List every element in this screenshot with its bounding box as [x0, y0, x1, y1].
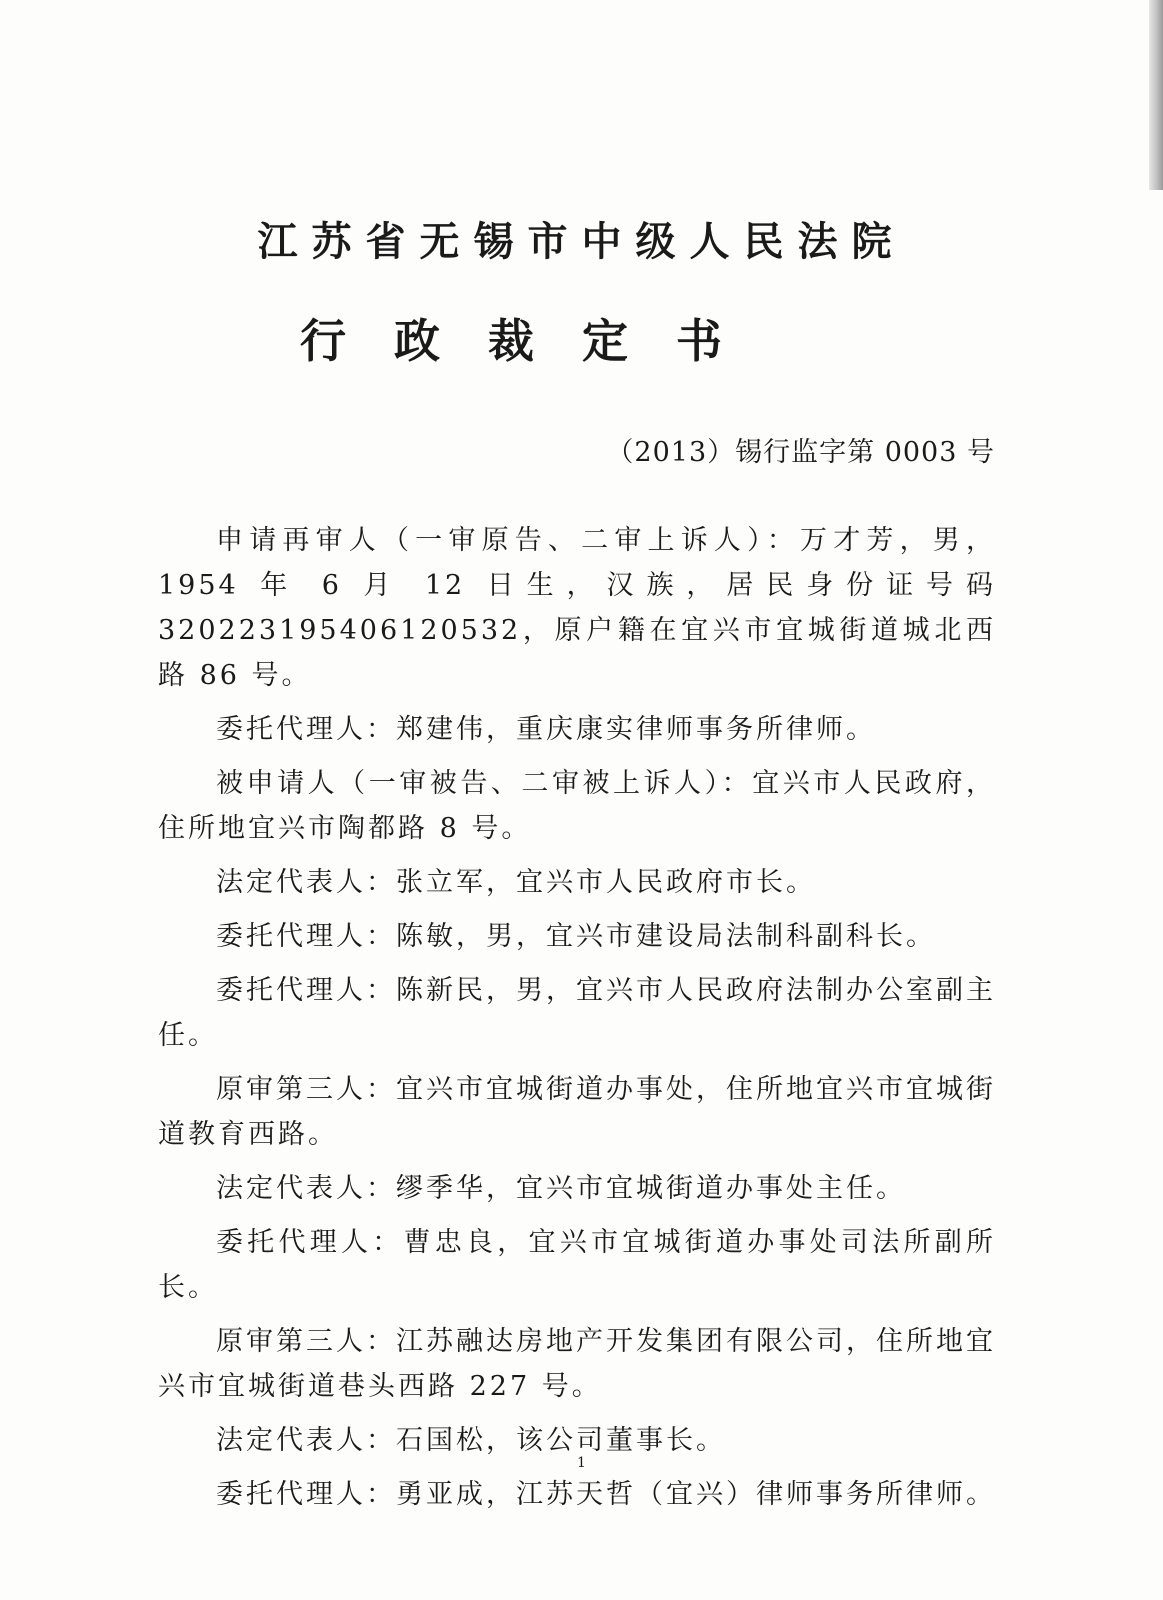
- paragraph-third-party-1-representative: 法定代表人：缪季华，宜兴市宜城街道办事处主任。: [216, 1173, 906, 1204]
- paragraph-respondent-representative: 法定代表人：张立军，宜兴市人民政府市长。: [216, 867, 816, 898]
- document-type-heading: 行政裁定书: [300, 314, 770, 368]
- case-number: （2013）锡行监字第 0003 号: [606, 437, 995, 468]
- document-body: [158, 518, 996, 1526]
- paragraph-respondent: 被申请人（一审被告、二审被上诉人）：宜兴市人民政府，住所地宜兴市陶都路 8 号。: [158, 768, 996, 844]
- paragraph-respondent-agent-2: 委托代理人：陈新民，男，宜兴市人民政府法制办公室副主任。: [158, 975, 996, 1051]
- court-name-heading: 江苏省无锡市中级人民法院: [257, 219, 906, 265]
- paragraph-third-party-2: 原审第三人：江苏融达房地产开发集团有限公司，住所地宜兴市宜城街道巷头西路 227 号。: [158, 1326, 996, 1402]
- scan-edge-shadow: [1149, 0, 1163, 190]
- paragraph-respondent-agent-1: 委托代理人：陈敏，男，宜兴市建设局法制科副科长。: [216, 921, 936, 952]
- page-number: 1: [577, 1455, 586, 1471]
- paragraph-applicant-agent: 委托代理人：郑建伟，重庆康实律师事务所律师。: [216, 714, 876, 745]
- paragraph-applicant: 申请再审人（一审原告、二审上诉人）：万才芳，男，1954 年 6 月 12 日生，汉族，居民身份证号码 320223195406120532，原户籍在宜兴市宜城街道城北西路 86 号。: [158, 525, 996, 691]
- paragraph-third-party-1: 原审第三人：宜兴市宜城街道办事处，住所地宜兴市宜城街道教育西路。: [158, 1074, 996, 1150]
- paragraph-third-party-2-representative: 法定代表人：石国松，该公司董事长。: [216, 1425, 726, 1456]
- paragraph-third-party-1-agent: 委托代理人：曹忠良，宜兴市宜城街道办事处司法所副所长。: [158, 1227, 996, 1303]
- paragraph-third-party-2-agent: 委托代理人：勇亚成，江苏天哲（宜兴）律师事务所律师。: [216, 1479, 996, 1510]
